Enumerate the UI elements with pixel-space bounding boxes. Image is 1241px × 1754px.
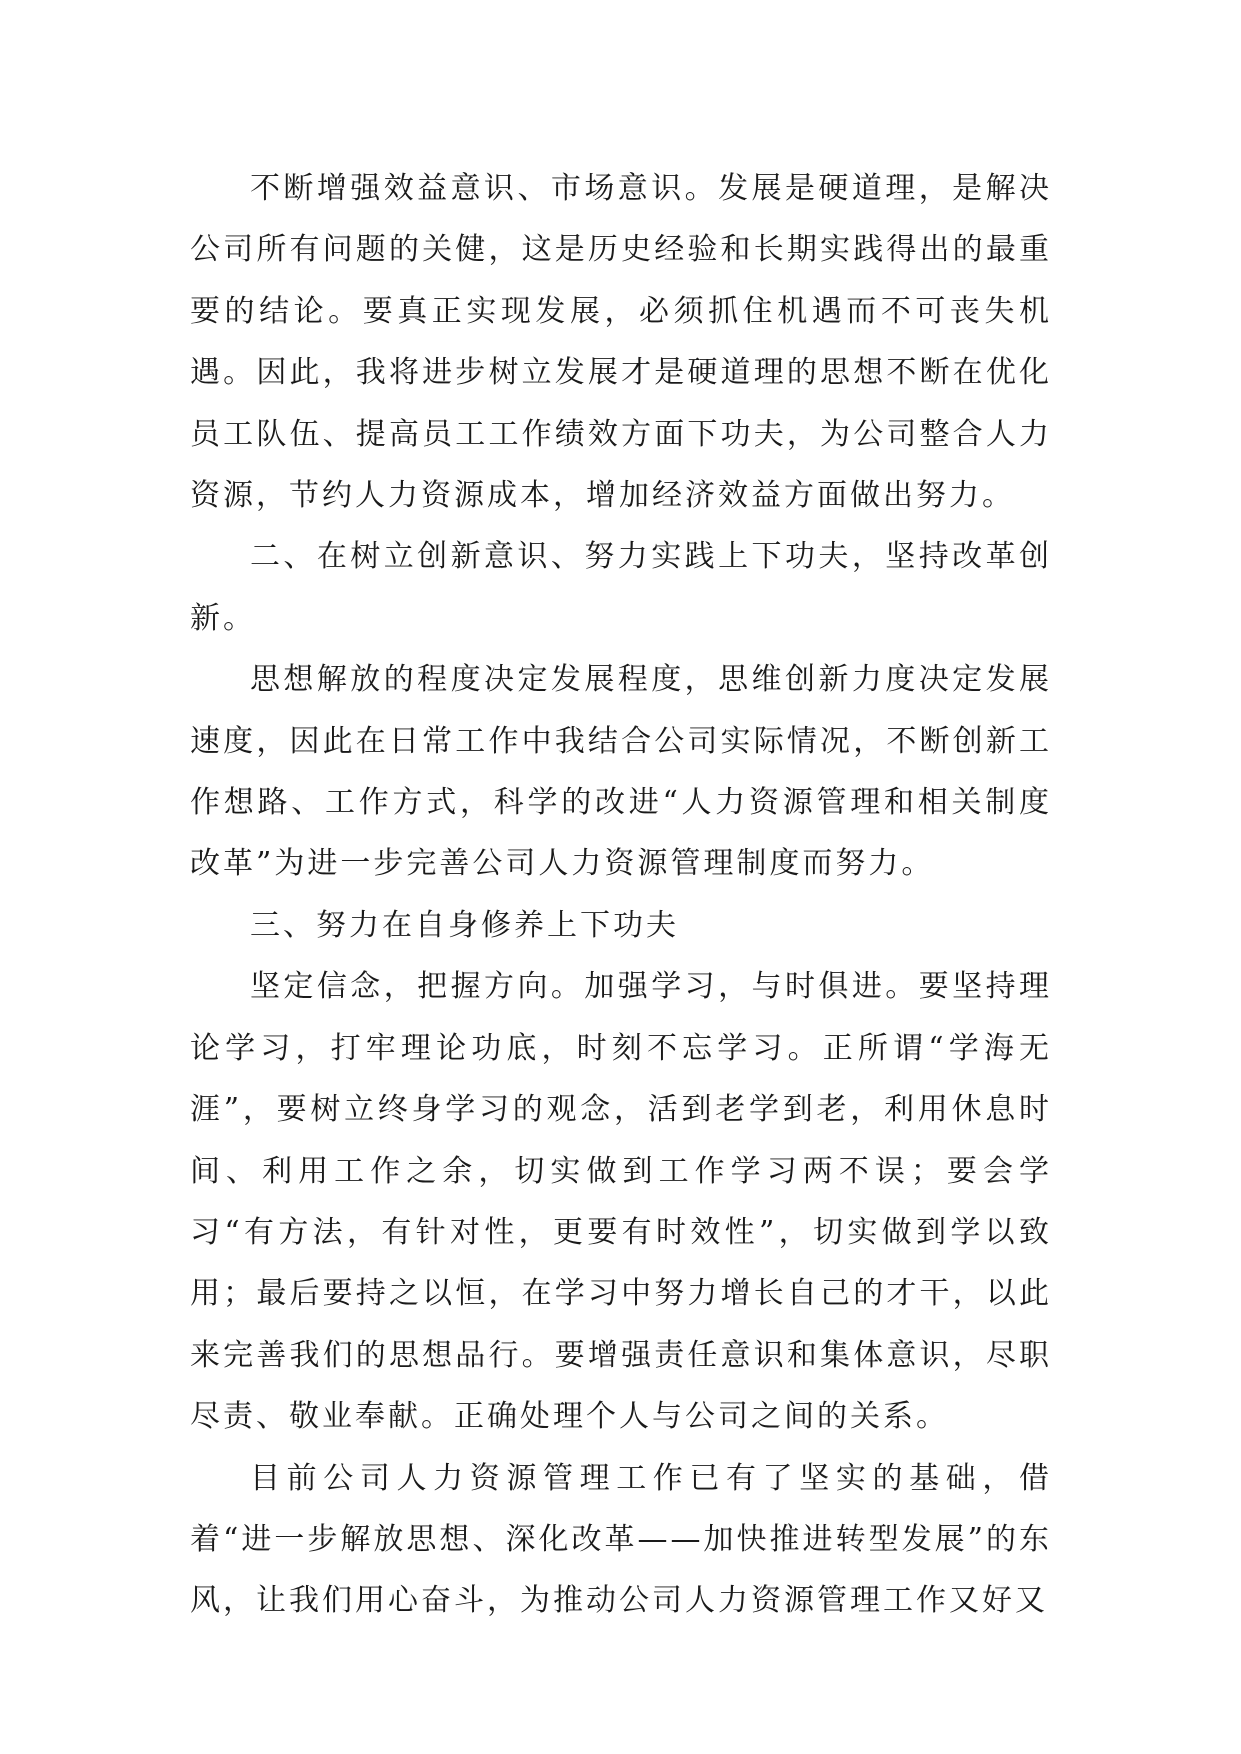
document-body (190, 158, 1052, 1632)
paragraph-innovation: 思想解放的程度决定发展程度，思维创新力度决定发展速度，因此在日常工作中我结合公司实际情况，不断创新工作想路、工作方式，科学的改进“人力资源管理和相关制度改革”为进一步完善公司人力资源管理制度而努力。 (190, 662, 1052, 882)
paragraph-efficiency-awareness: 不断增强效益意识、市场意识。发展是硬道理，是解决公司所有问题的关健，这是历史经验和长期实践得出的最重要的结论。要真正实现发展，必须抓住机遇而不可丧失机遇。因此，我将进步树立发展才是硬道理的思想不断在优化员工队伍、提高员工工作绩效方面下功夫，为公司整合人力资源，节约人力资源成本，增加经济效益方面做出努力。 (190, 171, 1052, 514)
paragraph-learning: 坚定信念，把握方向。加强学习，与时俱进。要坚持理论学习，打牢理论功底，时刻不忘学习。正所谓“学海无涯”，要树立终身学习的观念，活到老学到老，利用休息时间、利用工作之余，切实做到工作学习两不误；要会学习“有方法，有针对性，更要有时效性”，切实做到学以致用；最后要持之以恒，在学习中努力增长自己的才干，以此来完善我们的思想品行。要增强责任意识和集体意识，尽职尽责、敬业奉献。正确处理个人与公司之间的关系。 (190, 969, 1052, 1435)
paragraph-conclusion: 目前公司人力资源管理工作已有了坚实的基础，借着“进一步解放思想、深化改革——加快推进转型发展”的东风，让我们用心奋斗，为推动公司人力资源管理工作又好又 (190, 1460, 1052, 1619)
section-heading-innovation: 二、在树立创新意识、努力实践上下功夫，坚持改革创新。 (190, 539, 1052, 636)
section-heading-self-cultivation: 三、努力在自身修养上下功夫 (250, 907, 679, 943)
